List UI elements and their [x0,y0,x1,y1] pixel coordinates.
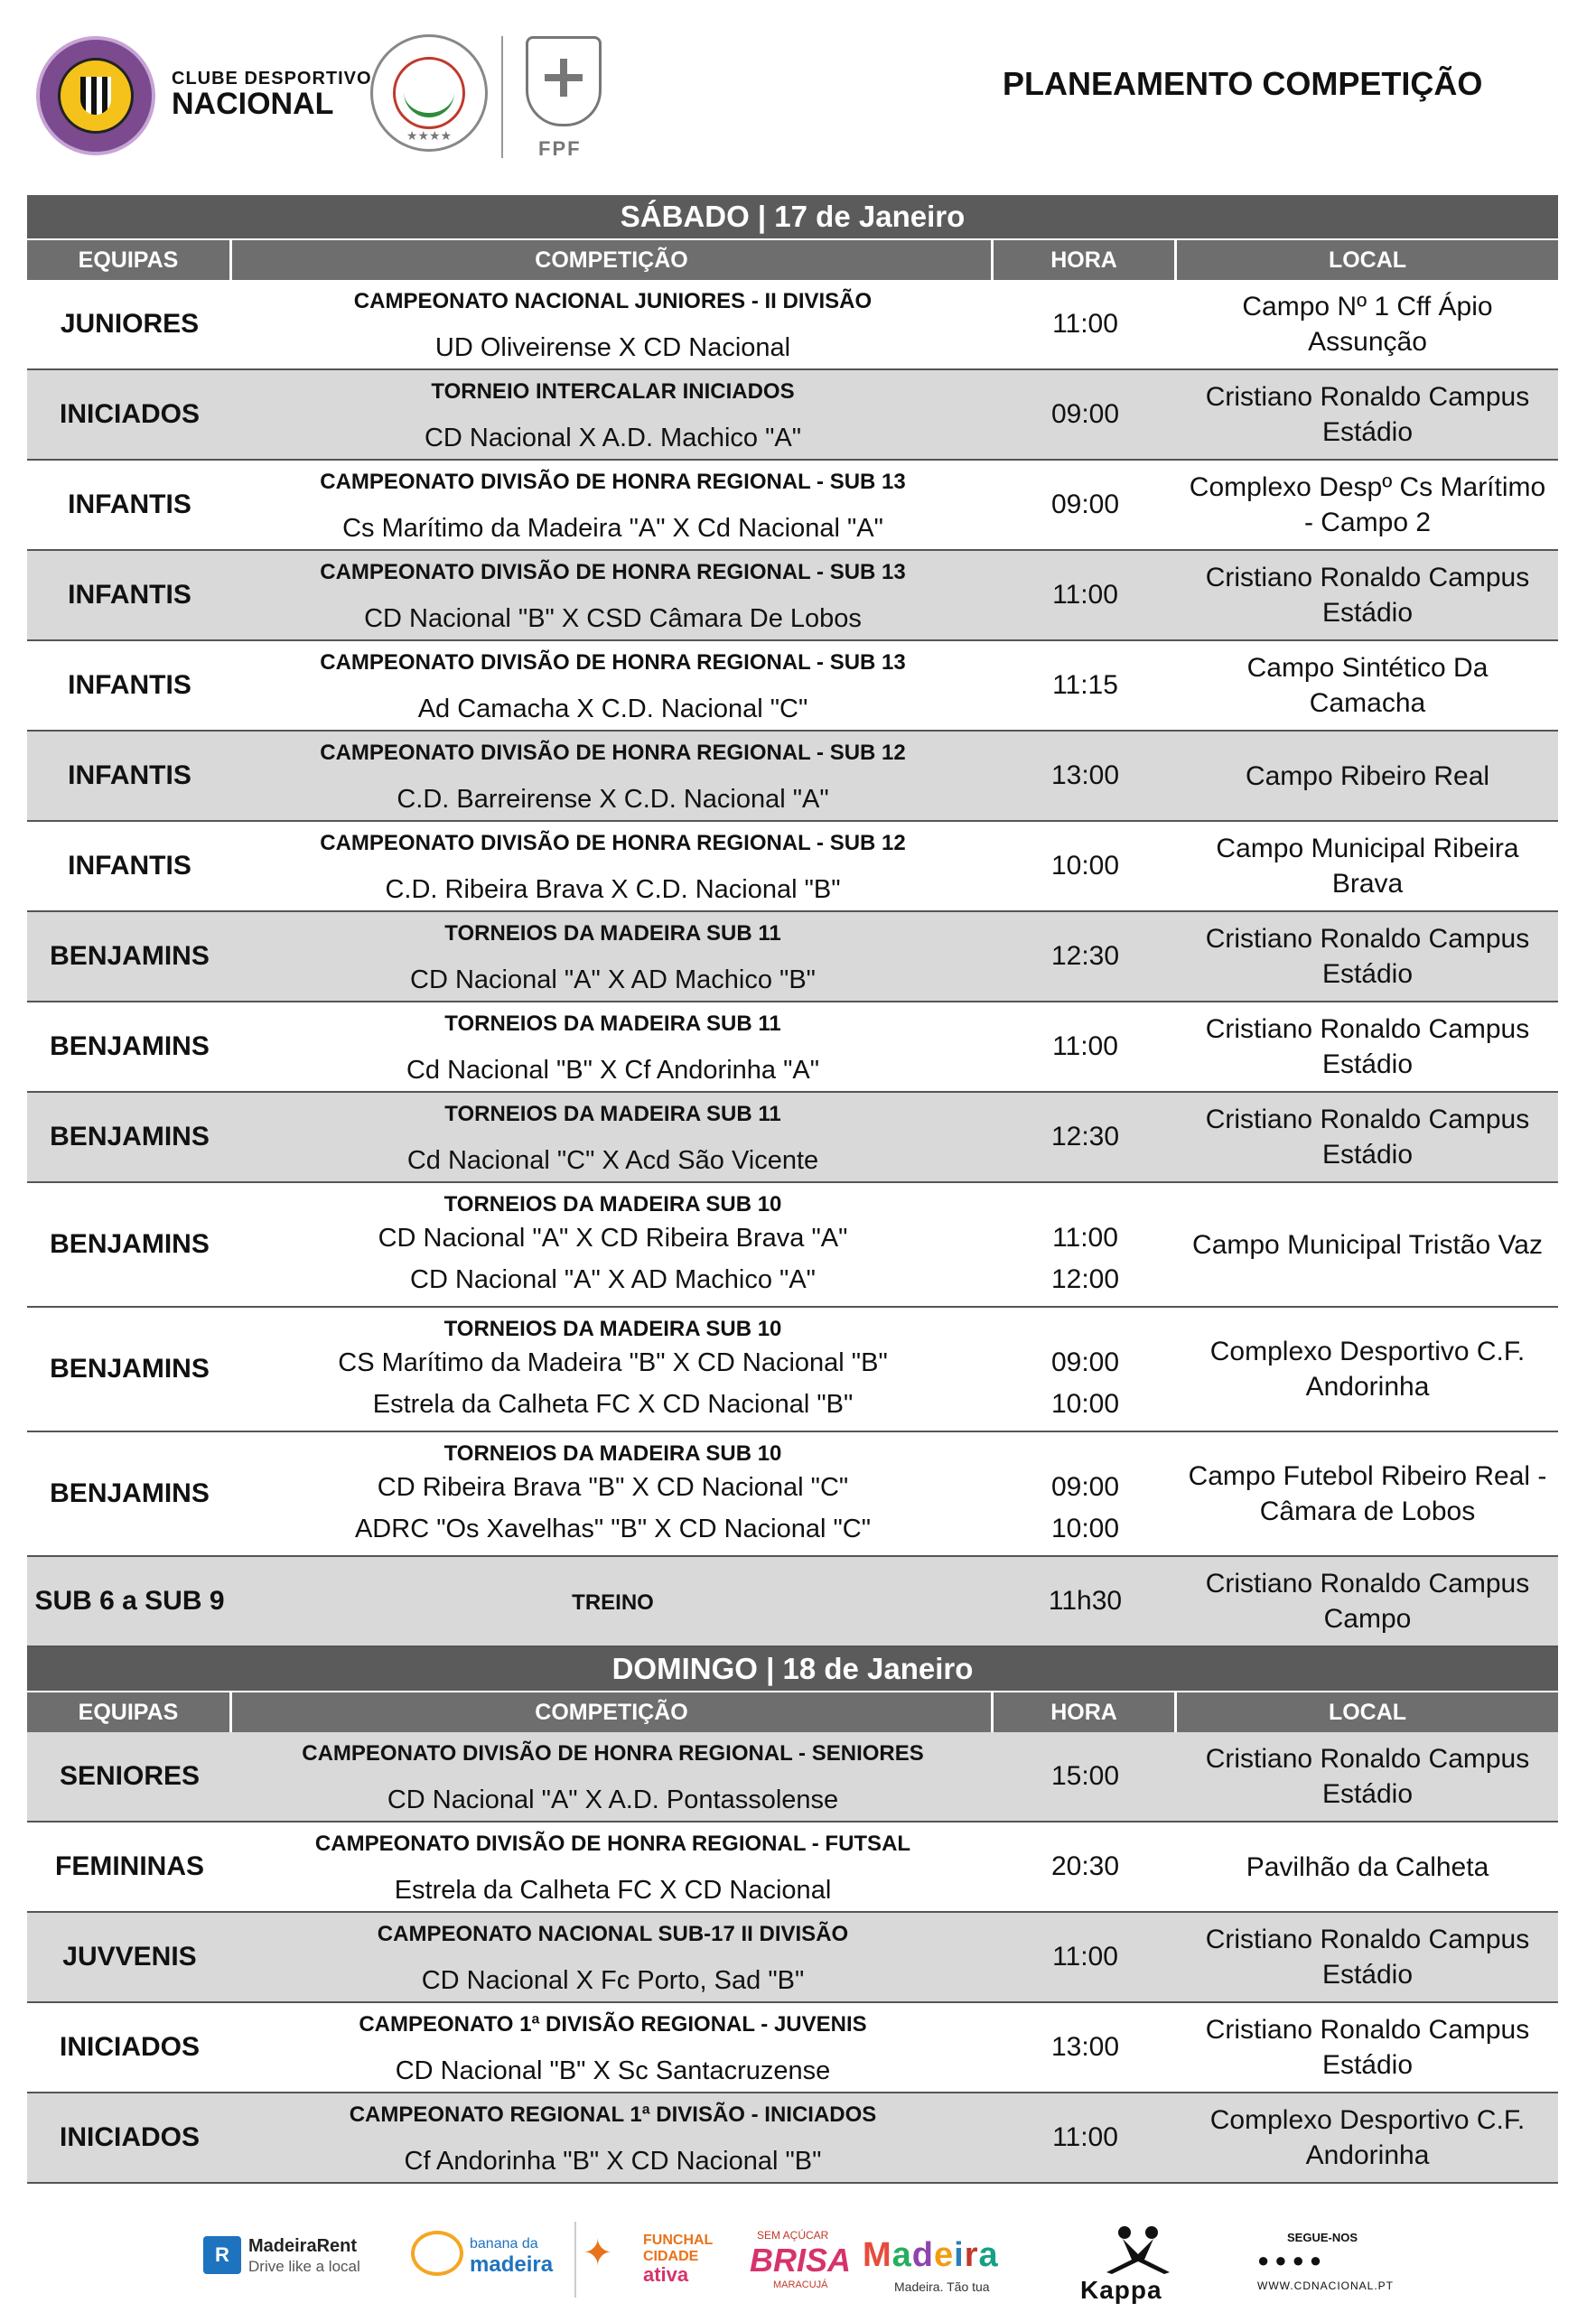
competition-cell [232,2093,994,2182]
competition-cell [232,641,994,730]
match-text: UD Oliveirense X CD Nacional [434,333,791,362]
competition-name: CAMPEONATO DIVISÃO DE HONRA REGIONAL - SUB 13 [320,470,906,494]
competition-cell [232,370,994,459]
competition-name: CAMPEONATO DIVISÃO DE HONRA REGIONAL - SUB 12 [320,741,906,765]
madeirarent-tagline: Drive like a local [248,2258,360,2275]
table-row [27,1557,1558,1647]
time-cell: 09:00 [1050,399,1120,429]
competition-cell [232,1183,994,1306]
match-text: CD Nacional "A" X AD Machico "B" [410,965,816,994]
time-cell: 13:00 [1050,2032,1120,2062]
brisa-flavor: MARACUJÁ [773,2279,828,2290]
time-cell: 15:00 [1050,1761,1120,1791]
madeirarent-name: MadeiraRent [248,2236,358,2256]
table-row [27,1823,1558,1913]
table-row [27,912,1558,1002]
team-cell: INFANTIS [68,670,191,700]
table-row [27,280,1558,370]
page-header [0,0,1596,181]
kappa-omini-icon [1088,2223,1188,2274]
team-cell: BENJAMINS [50,1478,210,1508]
time-cell [994,1308,1177,1431]
fpf-crest-logo [526,36,602,126]
competition-name: CAMPEONATO NACIONAL JUNIORES - II DIVISÃO [353,289,873,313]
team-cell: INFANTIS [68,851,191,881]
table-row [27,1913,1558,2003]
table-row [27,2003,1558,2093]
sunday-header: DOMINGO | 18 de Janeiro [27,1647,1558,1691]
time-cell: 11:00 [1052,1942,1118,1972]
time-cell [994,1432,1177,1555]
time-cell: 11:00 [1052,309,1118,339]
table-row [27,1002,1558,1093]
time-cell: 12:30 [1050,1122,1120,1151]
location-cell: Campo Ribeiro Real [1245,760,1490,791]
funchal-line2: CIDADE [643,2249,699,2264]
follow-us-label: SEGUE-NOS [1287,2231,1358,2244]
location-cell: Cristiano Ronaldo Campus Estádio [1205,563,1530,628]
match-text: Estrela da Calheta FC X CD Nacional [394,1876,832,1905]
team-cell: FEMININAS [55,1851,204,1881]
team-cell: BENJAMINS [50,1354,210,1384]
competition-name: TORNEIOS DA MADEIRA SUB 10 [443,1192,782,1217]
time-cell: 11:00 [1052,580,1118,610]
match-text: Estrela da Calheta FC X CD Nacional "B" [372,1390,854,1419]
time-value: 09:00 [1050,1472,1120,1502]
location-cell: Pavilhão da Calheta [1246,1851,1489,1882]
website-link[interactable]: WWW.CDNACIONAL.PT [1257,2279,1394,2292]
competition-name: CAMPEONATO REGIONAL 1ª DIVISÃO - INICIADOS [349,2102,877,2127]
table-row [27,1732,1558,1823]
table-row [27,1093,1558,1183]
competition-name: CAMPEONATO DIVISÃO DE HONRA REGIONAL - SUB 13 [320,560,906,584]
table-row [27,2093,1558,2184]
location-cell: Cristiano Ronaldo Campus Estádio [1205,1744,1530,1809]
competition-cell [232,1557,994,1645]
competition-name: CAMPEONATO NACIONAL SUB-17 II DIVISÃO [377,1922,849,1946]
team-cell: INICIADOS [59,399,200,429]
funchal-line3: ativa [643,2263,689,2286]
competition-cell [232,912,994,1001]
location-cell: Complexo Despº Cs Marítimo - Campo 2 [1189,472,1546,537]
time-cell: 10:00 [1050,851,1120,881]
club-name-line1: CLUBE DESPORTIVO [172,69,372,89]
banana-madeira-line1: banana da [470,2236,538,2251]
competition-name: TORNEIOS DA MADEIRA SUB 10 [443,1317,782,1341]
column-time: HORA [994,240,1177,280]
team-cell: BENJAMINS [50,1229,210,1259]
team-cell: JUNIORES [60,309,200,339]
competition-cell [232,1823,994,1911]
brisa-top-text: SEM AÇÚCAR [757,2229,829,2242]
table-row [27,1308,1558,1432]
time-cell: 20:30 [1050,1851,1120,1881]
location-cell: Campo Sintético Da Camacha [1246,653,1489,718]
certification-seal-logo: ★★★★ [370,34,488,152]
kappa-wordmark: Kappa [1080,2276,1162,2304]
fpf-label: FPF [538,137,582,160]
location-cell: Campo Futebol Ribeiro Real - Câmara de Lobos [1188,1461,1547,1526]
match-text: CD Ribeira Brava "B" X CD Nacional "C" [377,1473,849,1502]
competition-cell [232,1732,994,1821]
competition-cell [232,1002,994,1091]
team-cell: JUVVENIS [62,1942,197,1972]
competition-cell [232,1913,994,2001]
match-text: Ad Camacha X C.D. Nacional "C" [417,695,808,723]
competition-name: CAMPEONATO 1ª DIVISÃO REGIONAL - JUVENIS [359,2012,867,2037]
match-text: Cf Andorinha "B" X CD Nacional "B" [404,2147,822,2176]
match-text: CD Nacional "B" X CSD Câmara De Lobos [364,604,862,633]
location-cell: Campo Municipal Tristão Vaz [1192,1229,1543,1260]
madeira-logo: Madeira [863,2236,999,2274]
column-team: EQUIPAS [27,240,232,280]
table-row [27,822,1558,912]
competition-cell [232,461,994,549]
location-cell: Complexo Desportivo C.F. Andorinha [1209,2105,1526,2170]
team-cell: INICIADOS [59,2032,200,2062]
team-cell: BENJAMINS [50,1031,210,1061]
table-row [27,732,1558,822]
team-cell: INFANTIS [68,580,191,610]
banana-madeira-line2: madeira [470,2252,554,2277]
table-row [27,551,1558,641]
team-cell: INICIADOS [59,2122,200,2152]
competition-cell [232,280,994,368]
time-cell: 12:30 [1050,941,1120,971]
location-cell: Cristiano Ronaldo Campus Campo [1205,1569,1530,1634]
schedule-table [27,195,1558,2184]
team-cell: INFANTIS [68,489,191,519]
competition-cell [232,1432,994,1555]
column-location: LOCAL [1328,247,1407,273]
column-time: HORA [994,1692,1177,1732]
competition-name: TORNEIOS DA MADEIRA SUB 10 [443,1441,782,1466]
team-cell: INFANTIS [68,760,191,790]
sunday-column-header [27,1691,1558,1732]
competition-name: CAMPEONATO DIVISÃO DE HONRA REGIONAL - SENIORES [302,1741,924,1766]
time-cell: 11h30 [1048,1586,1123,1616]
team-cell: SENIORES [59,1761,201,1791]
match-text: Cd Nacional "C" X Acd São Vicente [406,1146,819,1175]
match-text: CD Nacional "B" X Sc Santacruzense [395,2056,831,2085]
social-icons[interactable]: ●●●● [1257,2249,1328,2271]
page-title: PLANEAMENTO COMPETIÇÃO [1003,65,1483,102]
time-cell: 09:00 [1050,489,1120,519]
competition-cell [232,732,994,820]
location-cell: Campo Municipal Ribeira Brava [1216,834,1519,899]
banana-madeira-logo [411,2231,463,2276]
competition-cell [232,2003,994,2092]
competition-name: TORNEIOS DA MADEIRA SUB 11 [444,921,781,946]
table-row [27,370,1558,461]
table-row [27,641,1558,732]
column-location: LOCAL [1328,1699,1407,1725]
brisa-logo: BRISA [750,2242,852,2279]
location-cell: Cristiano Ronaldo Campus Estádio [1205,1105,1530,1170]
time-value: 10:00 [1050,1514,1120,1543]
competition-cell [232,1308,994,1431]
match-text: C.D. Barreirense X C.D. Nacional "A" [397,785,829,814]
team-cell: SUB 6 a SUB 9 [34,1586,225,1616]
time-value: 10:00 [1050,1389,1120,1419]
match-text: CD Nacional X A.D. Machico "A" [424,424,802,452]
club-name-line2: NACIONAL [172,87,334,121]
club-crest-logo [36,36,155,155]
location-cell: Campo Nº 1 Cff Ápio Assunção [1242,292,1493,357]
time-cell: 11:15 [1052,670,1118,700]
funchal-runner-icon: ✦ [583,2233,613,2273]
column-competition: COMPETIÇÃO [232,240,994,280]
competition-cell [232,551,994,639]
time-value: 11:00 [1052,1223,1118,1253]
funchal-line1: FUNCHAL [643,2233,714,2248]
sponsors-footer [0,2204,1596,2312]
location-cell: Cristiano Ronaldo Campus Estádio [1205,924,1530,989]
time-value: 09:00 [1050,1347,1120,1377]
table-row [27,1183,1558,1308]
saturday-column-header [27,238,1558,280]
match-text: CD Nacional "A" X AD Machico "A" [410,1265,816,1294]
match-text: C.D. Ribeira Brava X C.D. Nacional "B" [385,875,841,904]
time-cell [994,1183,1177,1306]
location-cell: Complexo Desportivo C.F. Andorinha [1209,1337,1526,1402]
location-cell: Cristiano Ronaldo Campus Estádio [1205,1925,1530,1990]
competition-cell [232,822,994,910]
time-cell: 13:00 [1050,760,1120,790]
team-cell: BENJAMINS [50,941,210,971]
saturday-header: SÁBADO | 17 de Janeiro [27,195,1558,238]
table-row [27,1432,1558,1557]
competition-cell [232,1093,994,1181]
location-cell: Cristiano Ronaldo Campus Estádio [1205,2015,1530,2080]
column-competition: COMPETIÇÃO [232,1692,994,1732]
competition-name: TORNEIOS DA MADEIRA SUB 11 [444,1012,781,1036]
match-text: Cd Nacional "B" X Cf Andorinha "A" [406,1056,820,1085]
match-text: Cs Marítimo da Madeira "A" X Cd Nacional "A" [342,514,883,543]
competition-name: TORNEIO INTERCALAR INICIADOS [431,379,795,404]
match-text: ADRC "Os Xavelhas" "B" X CD Nacional "C" [354,1515,872,1543]
column-team: EQUIPAS [27,1692,232,1732]
time-cell: 11:00 [1052,2122,1118,2152]
madeirarent-logo: R [203,2236,241,2274]
competition-name: TORNEIOS DA MADEIRA SUB 11 [444,1102,781,1126]
competition-name: CAMPEONATO DIVISÃO DE HONRA REGIONAL - FUTSAL [314,1832,911,1856]
match-text: CD Nacional "A" X A.D. Pontassolense [387,1785,839,1814]
location-cell: Cristiano Ronaldo Campus Estádio [1205,382,1530,447]
time-value: 12:00 [1050,1264,1120,1294]
logo-divider [501,36,503,158]
table-row [27,461,1558,551]
competition-name: TREINO [572,1590,654,1615]
footer-divider [574,2222,576,2298]
team-cell: BENJAMINS [50,1122,210,1151]
location-cell: Cristiano Ronaldo Campus Estádio [1205,1014,1530,1079]
competition-name: CAMPEONATO DIVISÃO DE HONRA REGIONAL - SUB 13 [320,650,906,675]
match-text: CS Marítimo da Madeira "B" X CD Nacional "B" [338,1348,888,1377]
match-text: CD Nacional X Fc Porto, Sad "B" [421,1966,805,1995]
madeira-tagline: Madeira. Tão tua [894,2279,990,2294]
competition-name: CAMPEONATO DIVISÃO DE HONRA REGIONAL - SUB 12 [320,831,906,855]
match-text: CD Nacional "A" X CD Ribeira Brava "A" [378,1224,848,1253]
time-cell: 11:00 [1052,1031,1118,1061]
